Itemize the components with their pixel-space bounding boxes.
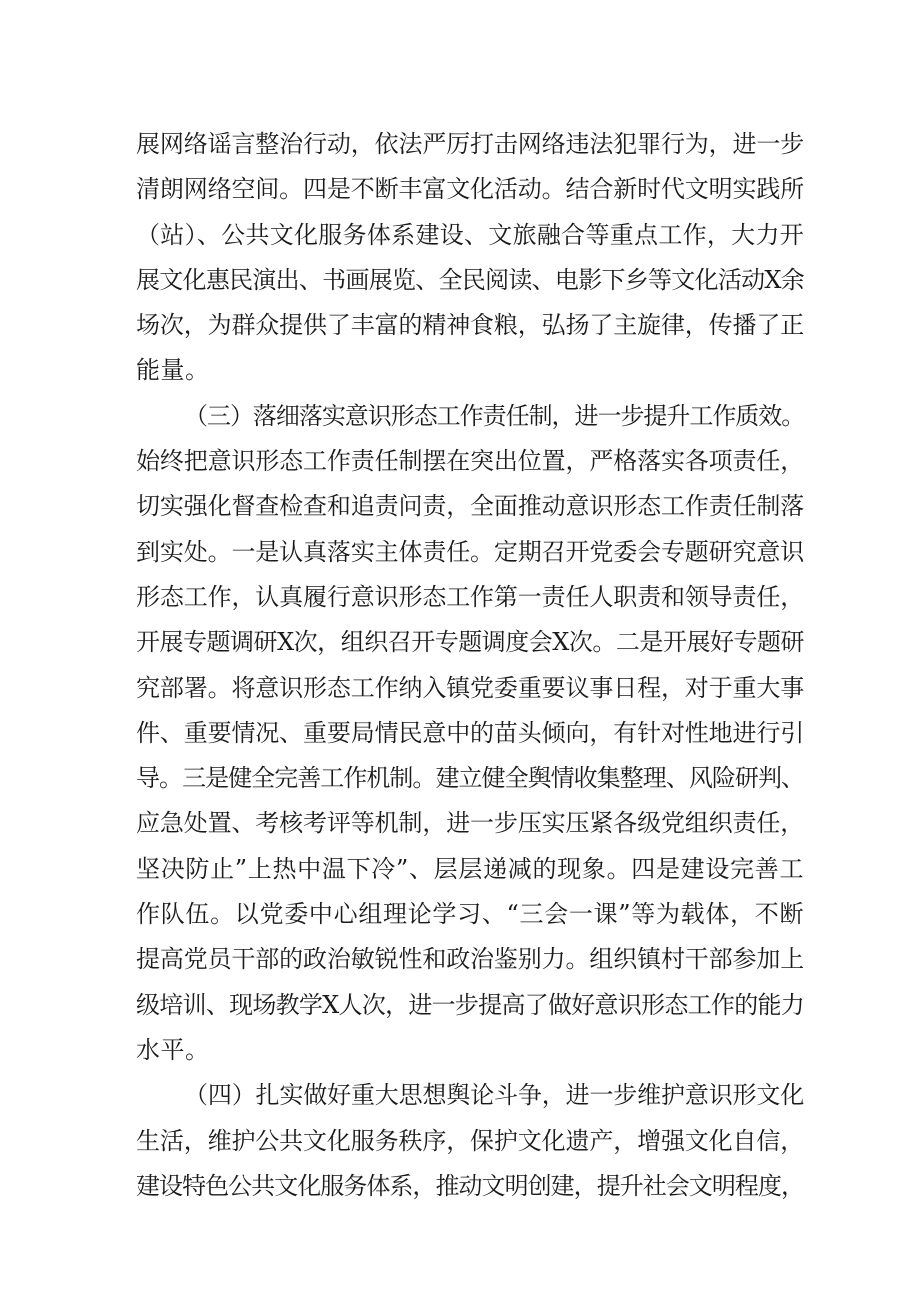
text-line: 导。三是健全完善工作机制。建立健全舆情收集整理、风险研判、	[136, 764, 804, 793]
text-line: 坚决防止”上热中温下冷”、层层递减的现象。四是建设完善工	[136, 854, 804, 883]
text-line: （四）扎实做好重大思想舆论斗争，进一步维护意识形文化	[184, 1081, 804, 1110]
text-line: 开展专题调研X次，组织召开专题调度会X次。二是开展好专题研	[136, 628, 804, 657]
text-line: 建设特色公共文化服务体系，推动文明创建，提升社会文明程度，	[136, 1171, 804, 1200]
text-line: （站）、公共文化服务体系建设、文旅融合等重点工作，大力开	[136, 220, 804, 249]
text-line: 展网络谣言整治行动，依法严厉打击网络违法犯罪行为，进一步	[136, 130, 804, 158]
text-line: 场次，为群众提供了丰富的精神食粮，弘扬了主旋律，传播了正	[136, 311, 804, 340]
text-line: 提高党员干部的政治敏锐性和政治鉴别力。组织镇村干部参加上	[136, 945, 804, 974]
text-line: 作队伍。以党委中心组理论学习、“三会一课”等为载体，不断	[136, 900, 804, 929]
text-line: 清朗网络空间。四是不断丰富文化活动。结合新时代文明实践所	[136, 175, 804, 204]
text-line: 形态工作，认真履行意识形态工作第一责任人职责和领导责任，	[136, 582, 804, 611]
text-line: 水平。	[136, 1035, 210, 1064]
document-body	[136, 122, 804, 1209]
text-line: 展文化惠民演出、书画展览、全民阅读、电影下乡等文化活动X余	[136, 265, 804, 294]
text-line: 始终把意识形态工作责任制摆在突出位置，严格落实各项责任，	[136, 447, 804, 476]
text-line: 生活，维护公共文化服务秩序，保护文化遗产，增强文化自信，	[136, 1126, 804, 1155]
text-line: 切实强化督查检查和追责问责，全面推动意识形态工作责任制落	[136, 492, 804, 521]
text-line: 到实处。一是认真落实主体责任。定期召开党委会专题研究意识	[136, 537, 804, 566]
text-line: 究部署。将意识形态工作纳入镇党委重要议事日程，对于重大事	[136, 673, 804, 702]
text-line: 级培训、现场教学X人次，进一步提高了做好意识形态工作的能力	[136, 990, 804, 1019]
text-line: 件、重要情况、重要局情民意中的苗头倾向，有针对性地进行引	[136, 718, 804, 747]
text-line: （三）落细落实意识形态工作责任制，进一步提升工作质效。	[184, 401, 804, 430]
text-line: 应急处置、考核考评等机制，进一步压实压紧各级党组织责任，	[136, 809, 804, 838]
text-line: 能量。	[136, 356, 210, 385]
